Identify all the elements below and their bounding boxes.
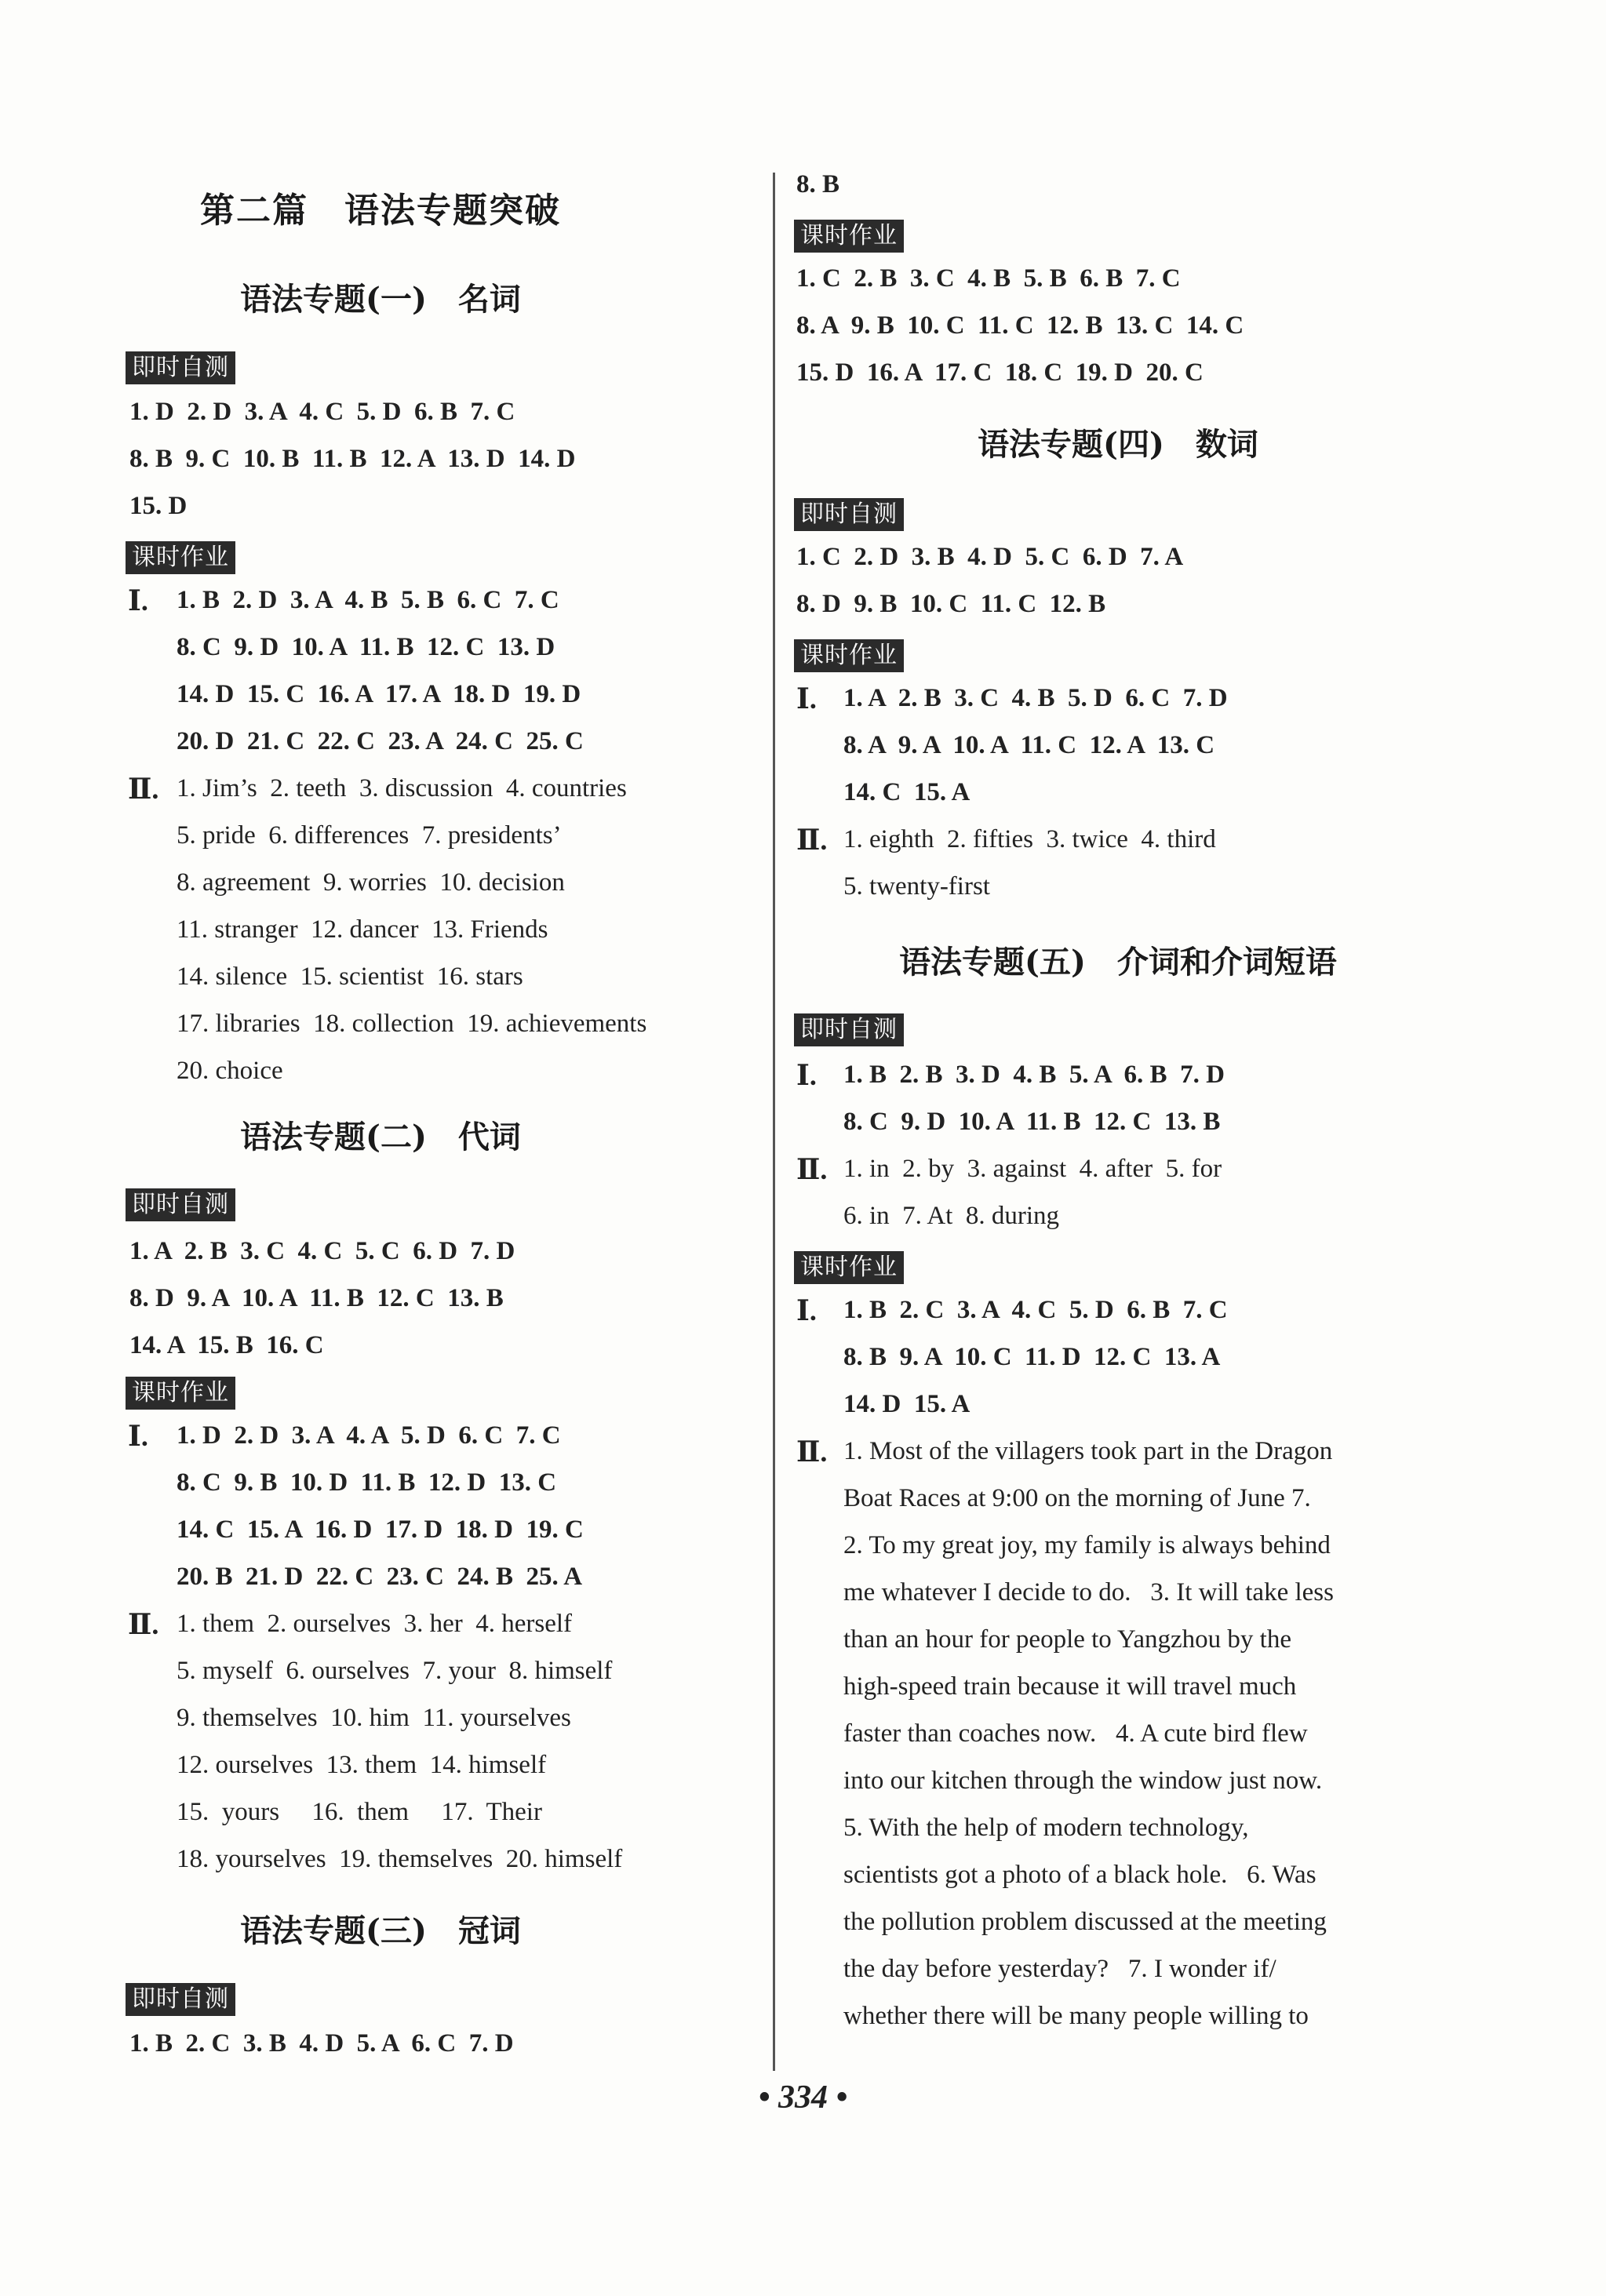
answer-line: 11. stranger 12. dancer 13. Friends — [177, 915, 548, 944]
answer-line: 14. D 15. C 16. A 17. A 18. D 19. D — [177, 680, 581, 708]
answer-line: 8. A 9. B 10. C 11. C 12. B 13. C 14. C — [796, 311, 1244, 340]
section-title-prepositions: 语法专题(五) 介词和介词短语 — [899, 944, 1337, 981]
quiz-badge: 即时自测 — [794, 498, 904, 531]
answer-line: 14. C 15. A — [843, 778, 971, 806]
answer-line: 8. A 9. A 10. A 11. C 12. A 13. C — [843, 731, 1215, 759]
answer-line: 8. B — [796, 170, 840, 198]
answer-line: 1. C 2. D 3. B 4. D 5. C 6. D 7. A — [796, 543, 1184, 571]
roman-numeral-1: Ⅰ. — [796, 683, 817, 715]
section-title-nouns: 语法专题(一) 名词 — [240, 281, 521, 318]
answer-line: faster than coaches now. 4. A cute bird flew — [843, 1719, 1308, 1748]
answer-line: scientists got a photo of a black hole. 6. Was — [843, 1861, 1316, 1889]
homework-badge: 课时作业 — [794, 1251, 904, 1284]
roman-numeral-2: Ⅱ. — [128, 773, 159, 805]
quiz-badge: 即时自测 — [126, 1188, 235, 1221]
page-title: 第二篇 语法专题突破 — [200, 191, 561, 231]
answer-line: 1. B 2. D 3. A 4. B 5. B 6. C 7. C — [177, 586, 559, 614]
answer-line: 1. A 2. B 3. C 4. C 5. C 6. D 7. D — [129, 1237, 515, 1265]
answer-line: the pollution problem discussed at the meeting — [843, 1908, 1327, 1936]
roman-numeral-1: Ⅰ. — [796, 1295, 817, 1326]
answer-line: 8. C 9. B 10. D 11. B 12. D 13. C — [177, 1468, 557, 1497]
answer-line: 20. B 21. D 22. C 23. C 24. B 25. A — [177, 1563, 583, 1591]
answer-line: 5. myself 6. ourselves 7. your 8. himself — [177, 1657, 613, 1685]
answer-line: 2. To my great joy, my family is always behind — [843, 1531, 1331, 1559]
answer-line: 14. silence 15. scientist 16. stars — [177, 962, 523, 991]
answer-line: high-speed train because it will travel much — [843, 1672, 1297, 1701]
section-title-articles: 语法专题(三) 冠词 — [240, 1912, 521, 1949]
answer-line: 1. B 2. C 3. B 4. D 5. A 6. C 7. D — [129, 2029, 514, 2058]
column-divider — [773, 173, 775, 2071]
answer-line: the day before yesterday? 7. I wonder if/ — [843, 1955, 1276, 1983]
answer-line: 8. B 9. C 10. B 11. B 12. A 13. D 14. D — [129, 445, 576, 473]
answer-line: 9. themselves 10. him 11. yourselves — [177, 1704, 571, 1732]
answer-line: into our kitchen through the window just now. — [843, 1767, 1323, 1795]
quiz-badge: 即时自测 — [126, 1983, 235, 2016]
answer-line: 6. in 7. At 8. during — [843, 1202, 1060, 1230]
answer-line: than an hour for people to Yangzhou by the — [843, 1625, 1291, 1654]
answer-line: 5. pride 6. differences 7. presidents’ — [177, 821, 562, 850]
answer-line: 1. eighth 2. fifties 3. twice 4. third — [843, 825, 1216, 853]
quiz-badge: 即时自测 — [794, 1013, 904, 1046]
answer-line: 8. D 9. B 10. C 11. C 12. B — [796, 590, 1106, 618]
answer-line: whether there will be many people willing to — [843, 2002, 1309, 2030]
roman-numeral-2: Ⅱ. — [796, 824, 828, 856]
answer-line: 1. them 2. ourselves 3. her 4. herself — [177, 1610, 573, 1638]
answer-line: 15. yours 16. them 17. Their — [177, 1798, 542, 1826]
answer-line: 1. Most of the villagers took part in the Dragon — [843, 1437, 1333, 1465]
answer-line: 1. D 2. D 3. A 4. C 5. D 6. B 7. C — [129, 398, 515, 426]
answer-line: 8. B 9. A 10. C 11. D 12. C 13. A — [843, 1343, 1221, 1371]
roman-numeral-1: Ⅰ. — [796, 1060, 817, 1091]
answer-line: 17. libraries 18. collection 19. achievements — [177, 1010, 647, 1038]
answer-line: 5. With the help of modern technology, — [843, 1814, 1249, 1842]
answer-line: Boat Races at 9:00 on the morning of June 7. — [843, 1484, 1311, 1512]
answer-line: 12. ourselves 13. them 14. himself — [177, 1751, 547, 1779]
answer-line: 8. C 9. D 10. A 11. B 12. C 13. B — [843, 1108, 1221, 1136]
homework-badge: 课时作业 — [126, 1377, 235, 1410]
page-number: • 334 • — [758, 2079, 848, 2116]
answer-line: 8. D 9. A 10. A 11. B 12. C 13. B — [129, 1284, 504, 1312]
roman-numeral-2: Ⅱ. — [796, 1436, 828, 1468]
homework-badge: 课时作业 — [794, 220, 904, 253]
answer-line: 14. D 15. A — [843, 1390, 971, 1418]
answer-line: 1. C 2. B 3. C 4. B 5. B 6. B 7. C — [796, 264, 1181, 293]
answer-line: 18. yourselves 19. themselves 20. himself — [177, 1845, 623, 1873]
roman-numeral-2: Ⅱ. — [128, 1609, 159, 1640]
roman-numeral-2: Ⅱ. — [796, 1154, 828, 1185]
answer-line: 1. Jim’s 2. teeth 3. discussion 4. countries — [177, 774, 627, 802]
homework-badge: 课时作业 — [794, 639, 904, 672]
quiz-badge: 即时自测 — [126, 351, 235, 384]
answer-line: 1. in 2. by 3. against 4. after 5. for — [843, 1155, 1222, 1183]
answer-line: 1. D 2. D 3. A 4. A 5. D 6. C 7. C — [177, 1421, 561, 1450]
answer-line: 1. B 2. B 3. D 4. B 5. A 6. B 7. D — [843, 1061, 1225, 1089]
answer-line: 14. A 15. B 16. C — [129, 1331, 324, 1359]
section-title-numerals: 语法专题(四) 数词 — [978, 426, 1258, 463]
homework-badge: 课时作业 — [126, 541, 235, 574]
answer-line: 5. twenty-first — [843, 872, 990, 901]
answer-line: 8. C 9. D 10. A 11. B 12. C 13. D — [177, 633, 555, 661]
answer-line: 20. choice — [177, 1057, 283, 1085]
roman-numeral-1: Ⅰ. — [128, 1421, 148, 1452]
answer-line: 1. B 2. C 3. A 4. C 5. D 6. B 7. C — [843, 1296, 1228, 1324]
section-title-pronouns: 语法专题(二) 代词 — [240, 1119, 521, 1155]
answer-line: 15. D — [129, 492, 188, 520]
answer-line: me whatever I decide to do. 3. It will take less — [843, 1578, 1334, 1606]
answer-line: 8. agreement 9. worries 10. decision — [177, 868, 565, 897]
answer-line: 1. A 2. B 3. C 4. B 5. D 6. C 7. D — [843, 684, 1228, 712]
answer-line: 14. C 15. A 16. D 17. D 18. D 19. C — [177, 1516, 584, 1544]
roman-numeral-1: Ⅰ. — [128, 585, 148, 617]
answer-line: 15. D 16. A 17. C 18. C 19. D 20. C — [796, 358, 1204, 387]
answer-line: 20. D 21. C 22. C 23. A 24. C 25. C — [177, 727, 584, 755]
